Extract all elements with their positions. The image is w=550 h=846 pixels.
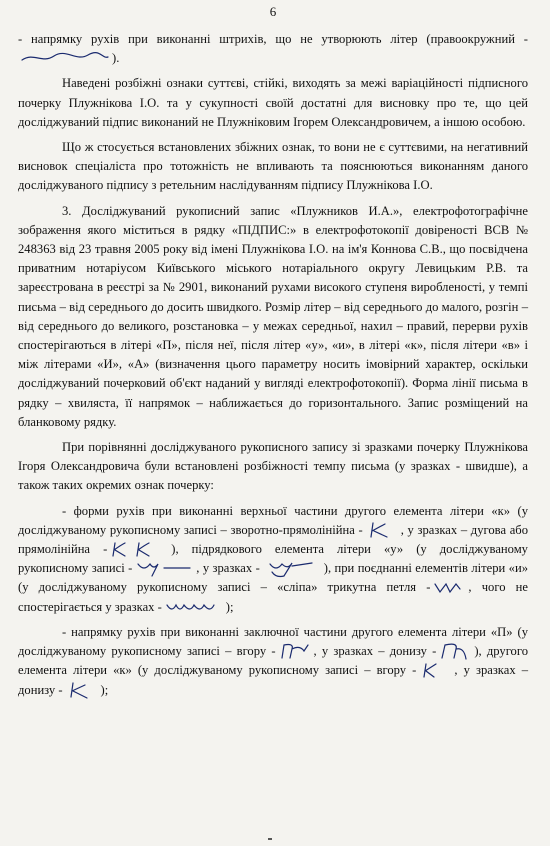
paragraph-matching-features: Що ж стосується встановлених збіжних ознак, то вони не є суттєвими, на негативний висновок спеціаліста про тотожність не впливають та пояснюються виконанням даного досліджуваного підпису з ретельним наслідуванням підпису Плужнікова І.О. [18, 140, 528, 193]
text-segment: ). [112, 51, 120, 66]
page-number: 6 [269, 4, 277, 19]
handwriting-sample-y-samples [164, 599, 224, 615]
text-segment: ), при поєднанні елементів літери «и» (у досліджуваному рукописному записі – «сліпа» трикутна петля - [18, 561, 528, 595]
handwriting-sample-u [134, 560, 194, 576]
handwriting-sample-y [432, 579, 466, 595]
handwriting-sample-u-samples [262, 560, 322, 576]
text-segment: ); [225, 599, 234, 614]
handwriting-sample-k-up [418, 662, 452, 678]
text-segment: - форми рухів при виконанні верхньої частини другого елемента літери «к» (у досліджуваному рукописному записі – зворотно-прямолінійна - [18, 503, 528, 537]
text-segment: , чого не спостерігається у зразках - [18, 580, 528, 614]
text-segment: , у зразках – донизу - [18, 663, 528, 697]
paragraph-comparison: При порівнянні досліджуваного рукописного запису зі зразками почерку Плужнікова Ігоря Олександровича були встановлені розбіжності темпу письма (у зразках - швидше), а також таких окремих ознак почерку: [18, 440, 528, 493]
page-mark [268, 838, 272, 840]
paragraph-section-3: 3. Досліджуваний рукописний запис «Плужников И.А.», електрофотографічне зображення якого міститься в рядку «ПІДПИС:» в електрофотокопії довіреності ВСВ № 248363 від 23 травня 2005 року від імені Плужнікова І.О. на ім'я Коннова С.В., що посвідчена приватним нотаріусом Київського міського нотаріального округу Левицьким Р.В. та зареєстрована в реєстрі за № 2901, виконаний рухами високого ступеня виробленості, у темпі письма – від середнього до досить швидкого. Розмір літер – від середнього до малого, розгін – від середнього до великого, розстановка – у межах середньої, нахил – правий, перерви рухів спостерігаються в літері «П», після неї, після літер «у», «и», в літері «к», після літери «в» і між літерами «И», «А» (визначення цього параметру носить імовірний характер, оскільки досліджуваний почерковий об'єкт наданий у вигляді електрофотокопії). Форма лінії письма в рядку – хвиляста, її напрямок – наближається до горизонтального. Запис розміщений на бланковому рядку. [18, 203, 528, 429]
text-segment: ); [100, 682, 109, 697]
text-segment: , у зразках – дугова або прямолінійна - [18, 522, 529, 557]
handwriting-sample [20, 50, 110, 66]
text-segment: - напрямку рухів при виконанні заключної частини другого елемента літери «П» (у досліджуваному рукописному записі – вгору - [18, 624, 528, 659]
paragraph-movement-forms [18, 502, 528, 617]
paragraph-direction-strokes [18, 30, 528, 68]
handwriting-sample-k [365, 522, 399, 538]
text-segment: ), підрядкового елемента літери «у» (у досліджуваному рукописному записі - [18, 542, 528, 576]
handwriting-sample-k-down [65, 682, 99, 698]
text-segment: , у зразках - [196, 561, 260, 576]
paragraph-movement-direction [18, 623, 528, 700]
text-segment: , у зразках – донизу - [313, 644, 437, 659]
handwriting-sample-p [278, 643, 312, 659]
handwriting-sample-p-samples [438, 643, 472, 659]
text-segment: ), другого елемента літери «к» (у досліджуваному рукописному записі – вгору - [18, 644, 529, 678]
handwriting-sample-k-samples [109, 541, 169, 557]
text-segment: - напрямку рухів при виконанні штрихів, що не утворюють літер (правоокружний - [18, 32, 528, 46]
paragraph-conclusion: Наведені розбіжні ознаки суттєві, стійкі, виходять за межі варіаційності підписного почерку Плужнікова І.О. та у сукупності своїй достатні для висновку про те, що цей досліджуваний підпис виконаний не Плужніковим Ігорем Олександровичем, а іншою особою. [18, 76, 528, 129]
